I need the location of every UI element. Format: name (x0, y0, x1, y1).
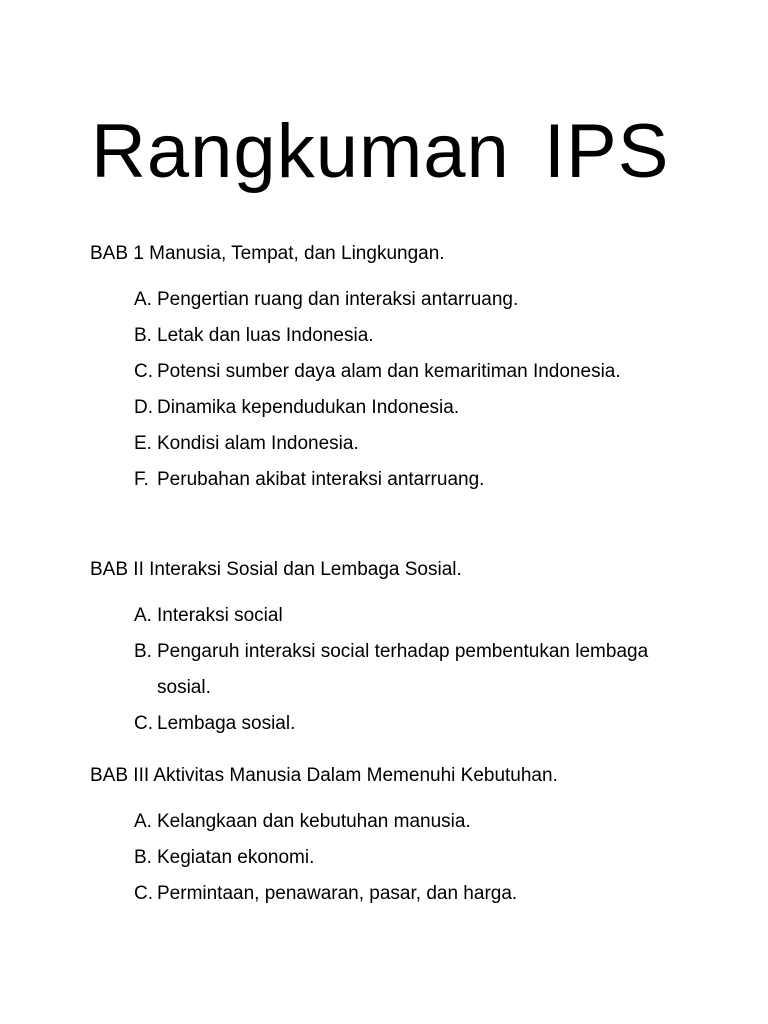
item-text: Pengertian ruang dan interaksi antarruang. (157, 289, 519, 310)
section-heading: BAB 1 Manusia, Tempat, dan Lingkungan. (90, 243, 445, 264)
list-item (90, 462, 697, 498)
section-heading: BAB III Aktivitas Manusia Dalam Memenuhi Kebutuhan. (90, 765, 558, 786)
list-item (90, 390, 697, 426)
item-marker: D. (134, 397, 153, 418)
item-marker: F. (134, 469, 149, 490)
list-item (90, 318, 697, 354)
item-text: Perubahan akibat interaksi antarruang. (157, 469, 485, 490)
item-marker: B. (134, 325, 152, 346)
item-text: Dinamika kependudukan Indonesia. (157, 397, 460, 418)
item-marker: B. (134, 847, 152, 868)
list-item (90, 282, 697, 318)
list-item (90, 804, 697, 840)
item-marker: A. (134, 811, 152, 832)
list-item (90, 426, 697, 462)
item-list (90, 598, 730, 742)
list-item (90, 354, 697, 390)
item-text: Potensi sumber daya alam dan kemaritiman Indonesia. (157, 361, 621, 382)
item-marker: C. (134, 713, 153, 734)
item-list (90, 804, 730, 912)
list-item (90, 706, 697, 742)
list-item (90, 876, 697, 912)
item-text: Permintaan, penawaran, pasar, dan harga. (157, 883, 518, 904)
list-item (90, 598, 697, 634)
item-marker: A. (134, 289, 152, 310)
page-title: Rangkuman IPS (91, 109, 670, 194)
item-marker: E. (134, 433, 152, 454)
item-text: Letak dan luas Indonesia. (157, 325, 374, 346)
item-list (90, 282, 730, 498)
item-marker: B. (134, 641, 152, 662)
item-text: Kelangkaan dan kebutuhan manusia. (157, 811, 471, 832)
item-text: Kondisi alam Indonesia. (157, 433, 359, 454)
item-text: Lembaga sosial. (157, 713, 296, 734)
list-item (90, 840, 697, 876)
item-text: Kegiatan ekonomi. (157, 847, 315, 868)
item-marker: C. (134, 361, 153, 382)
section-bab-1 (90, 236, 730, 498)
item-text: Pengaruh interaksi social terhadap pembentukan lembaga sosial. (157, 641, 649, 698)
item-marker: A. (134, 605, 152, 626)
section-bab-2 (90, 552, 730, 742)
section-heading: BAB II Interaksi Sosial dan Lembaga Sosial. (90, 559, 462, 580)
list-item (90, 634, 697, 706)
item-marker: C. (134, 883, 153, 904)
item-text: Interaksi social (157, 605, 283, 626)
section-bab-3 (90, 758, 730, 912)
